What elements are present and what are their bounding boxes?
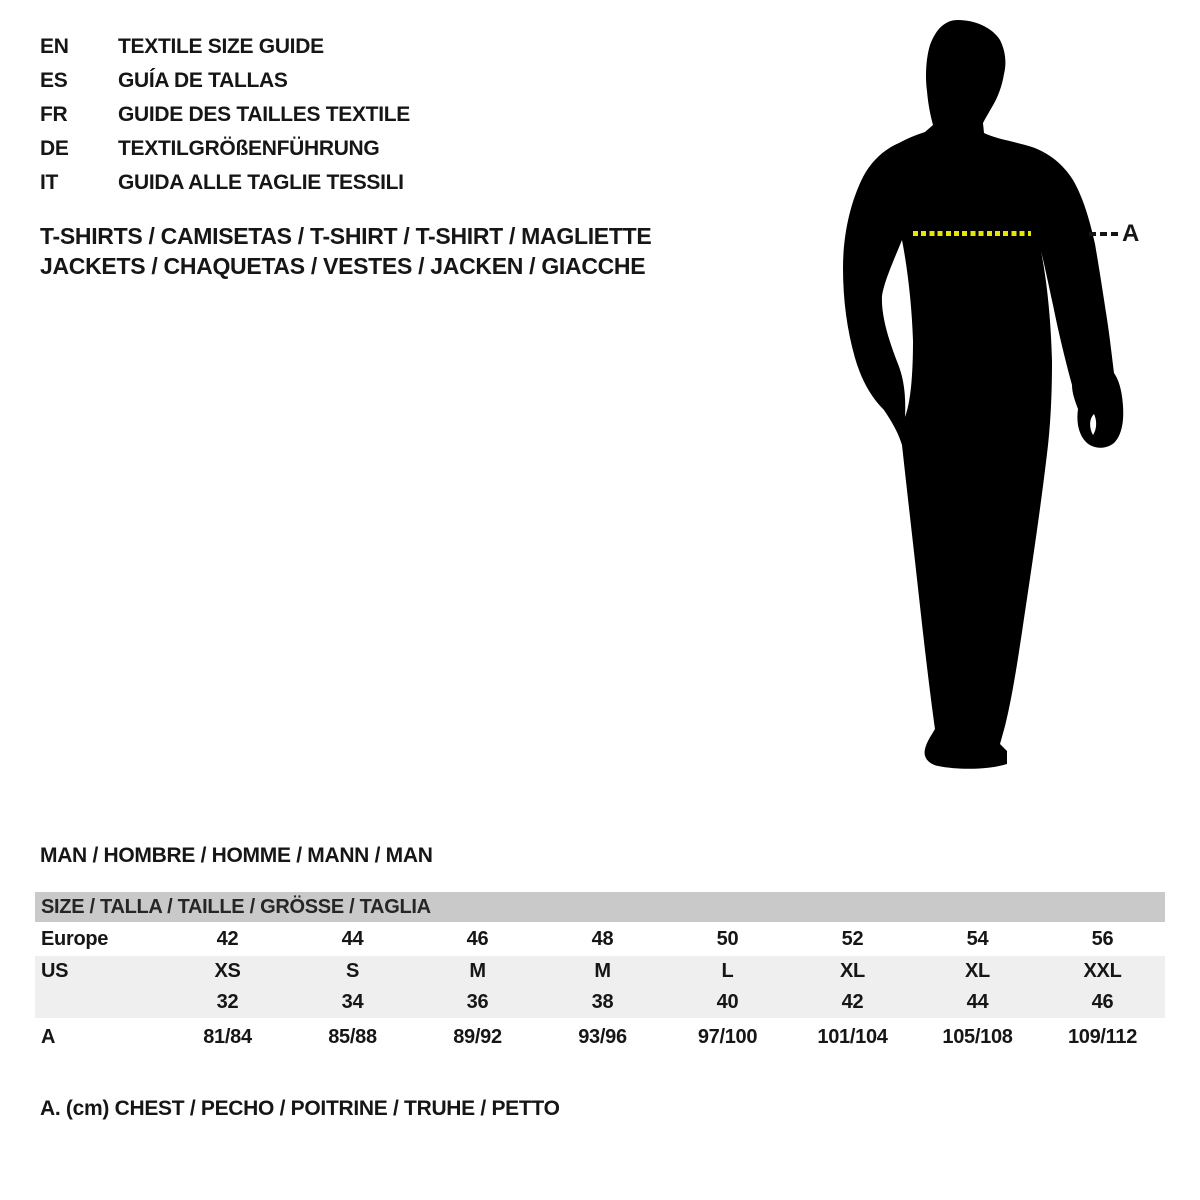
table-cell: 44 — [966, 991, 989, 1013]
language-title: TEXTILE SIZE GUIDE — [118, 35, 324, 58]
table-cell: 54 — [966, 927, 989, 950]
footnote: A. (cm) CHEST / PECHO / POITRINE / TRUHE / PETTO — [40, 1097, 560, 1120]
language-row — [40, 64, 410, 98]
category-line-tshirts: T-SHIRTS / CAMISETAS / T-SHIRT / T-SHIRT / MAGLIETTE — [40, 223, 652, 249]
language-list — [40, 30, 410, 200]
language-code: FR — [40, 103, 68, 126]
language-code: DE — [40, 137, 69, 160]
language-code: ES — [40, 69, 68, 92]
table-cell: XXL — [1083, 960, 1122, 982]
language-row — [40, 98, 410, 132]
table-cell: 105/108 — [942, 1025, 1013, 1048]
category-list — [40, 221, 651, 281]
table-cell: 50 — [716, 927, 739, 950]
table-cell: 81/84 — [203, 1025, 252, 1048]
table-cell: M — [469, 960, 486, 982]
table-cell: S — [345, 960, 360, 982]
man-silhouette-path — [843, 20, 1123, 769]
table-cell: 46 — [1091, 991, 1114, 1013]
table-cell: 85/88 — [328, 1025, 377, 1048]
table-cell: 97/100 — [697, 1025, 758, 1048]
table-cell: 36 — [466, 991, 489, 1013]
table-cell: 93/96 — [578, 1025, 627, 1048]
table-cell: 101/104 — [817, 1025, 888, 1048]
chest-measure-dotted-line — [913, 231, 1031, 236]
table-cell: 42 — [841, 991, 864, 1013]
table-cell: 34 — [341, 991, 364, 1013]
table-header: SIZE / TALLA / TAILLE / GRÖSSE / TAGLIA — [35, 892, 1165, 922]
table-cell: 56 — [1091, 927, 1114, 950]
table-cell: 44 — [341, 927, 364, 950]
table-cell: M — [594, 960, 611, 982]
row-label: Europe — [41, 927, 109, 950]
measure-a-label: A — [1122, 220, 1140, 247]
language-code: IT — [40, 171, 59, 194]
table-cell: 89/92 — [453, 1025, 502, 1048]
man-silhouette-icon — [840, 15, 1140, 775]
table-row-numeric — [35, 987, 1165, 1018]
table-cell: 52 — [841, 927, 864, 950]
table-cell: 42 — [216, 927, 239, 950]
table-cell: 40 — [716, 991, 739, 1013]
table-cell: 48 — [591, 927, 614, 950]
table-cell: 38 — [591, 991, 614, 1013]
language-title: GUÍA DE TALLAS — [118, 69, 288, 92]
language-title: GUIDA ALLE TAGLIE TESSILI — [118, 171, 404, 194]
table-cell: XL — [840, 960, 865, 982]
row-label: US — [41, 960, 69, 982]
measure-a-dash-line — [1089, 232, 1119, 236]
table-cell: L — [721, 960, 734, 982]
category-line-jackets: JACKETS / CHAQUETAS / VESTES / JACKEN / GIACCHE — [40, 253, 646, 279]
table-cell: XS — [214, 960, 241, 982]
language-row — [40, 166, 410, 200]
table-row-us — [35, 956, 1165, 987]
table-cell: XL — [965, 960, 990, 982]
table-row-chest — [35, 1018, 1165, 1056]
language-code: EN — [40, 35, 69, 58]
size-table — [35, 892, 1165, 1056]
table-row-europe — [35, 922, 1165, 956]
language-row — [40, 30, 410, 64]
language-title: GUIDE DES TAILLES TEXTILE — [118, 103, 410, 126]
row-label: A — [41, 1025, 56, 1048]
table-cell: 32 — [216, 991, 239, 1013]
section-title: MAN / HOMBRE / HOMME / MANN / MAN — [40, 844, 433, 867]
language-title: TEXTILGRÖßENFÜHRUNG — [118, 137, 380, 160]
table-cell: 46 — [466, 927, 489, 950]
language-row — [40, 132, 410, 166]
table-cell: 109/112 — [1067, 1025, 1138, 1048]
